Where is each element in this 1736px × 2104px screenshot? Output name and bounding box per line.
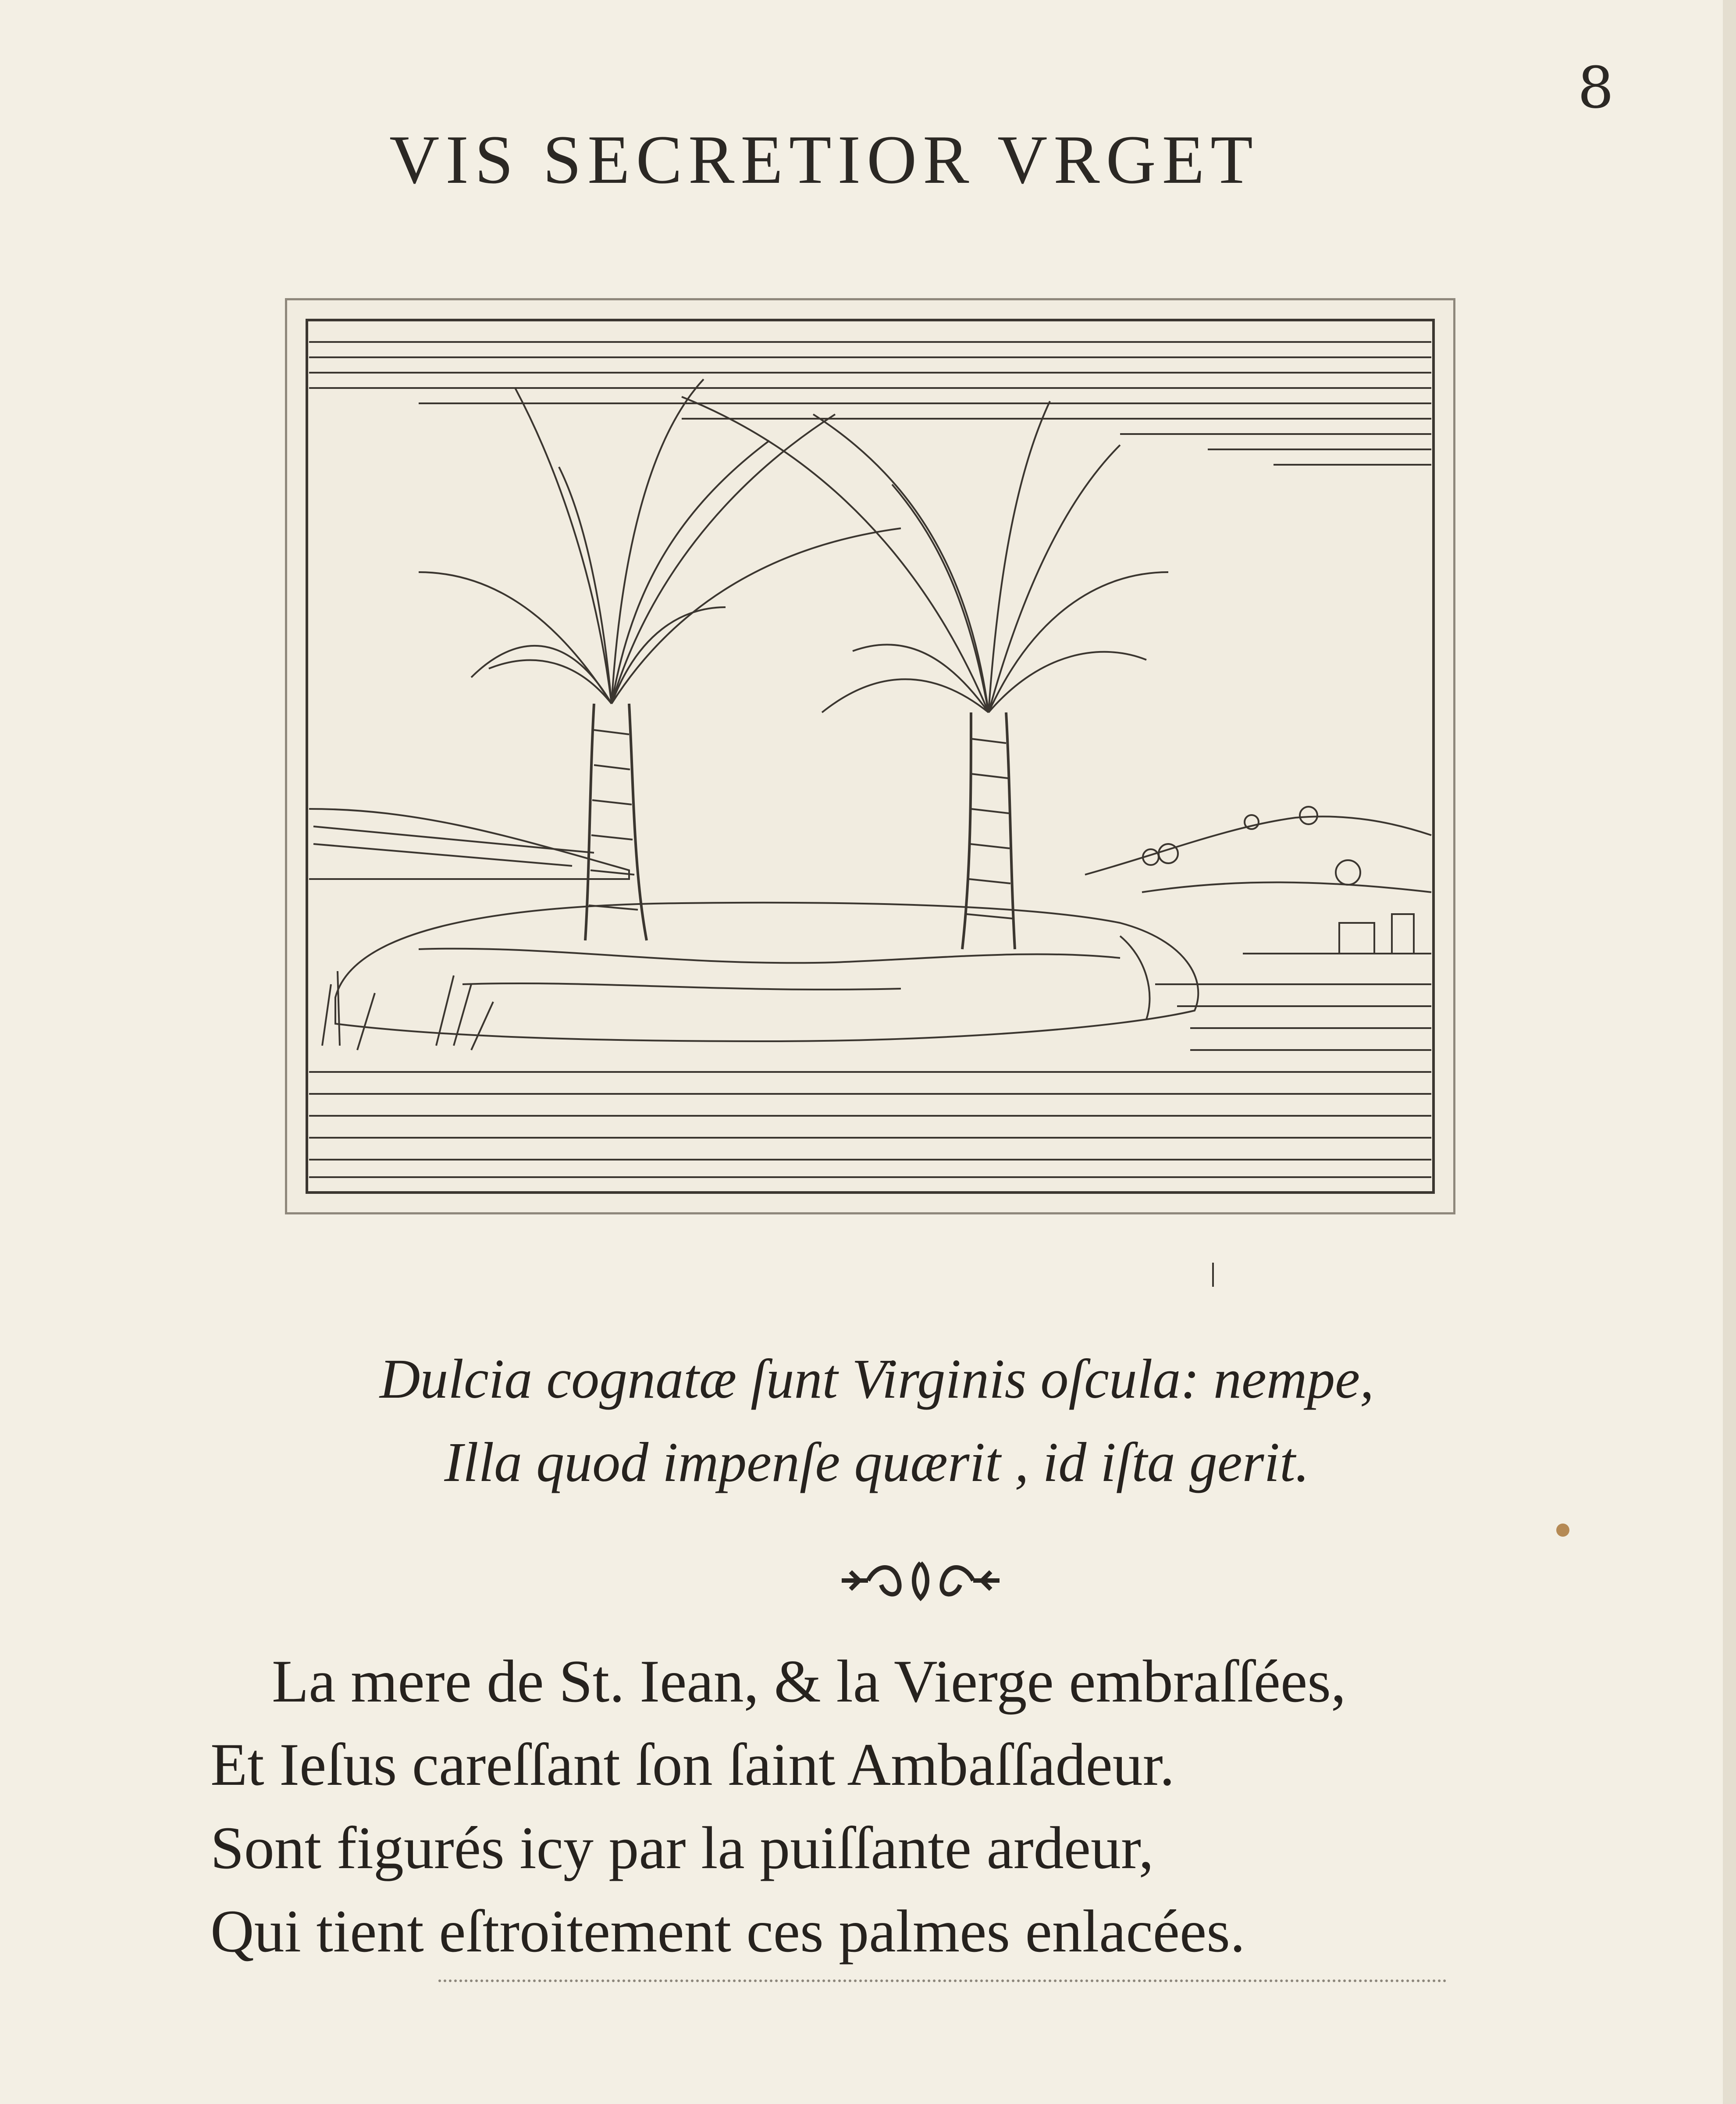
paper-stain [1556,1524,1569,1537]
page-number: 8 [1577,54,1614,121]
emblem-motto: VIS SECRETIOR VRGET [389,121,1259,198]
latin-verse [219,1337,1534,1504]
french-verse-line: Et Ieſus careſſant ſon ſaint Ambaſſadeur. [210,1731,1175,1798]
fleuron-ornament-icon [833,1554,1008,1607]
engraving-plate [285,298,1455,1214]
french-verse [210,1640,1666,1973]
french-verse-line: La mere de St. Iean, & la Vierge embraſſées, [272,1648,1346,1715]
page-edge [1723,0,1736,2104]
french-verse-line: Sont figurés icy par la puiſſante ardeur, [210,1814,1154,1881]
latin-verse-line: Illa quod impenſe quærit , id iſta gerit. [444,1431,1309,1493]
french-verse-line: Qui tient eſtroitement ces palmes enlacées. [210,1898,1245,1965]
palm-trees-engraving-icon [287,300,1453,1212]
plate-mark [1212,1263,1214,1287]
latin-verse-line: Dulcia cognatæ ſunt Virginis oſcula: nempe, [379,1348,1374,1410]
footer-rule [438,1979,1447,1985]
